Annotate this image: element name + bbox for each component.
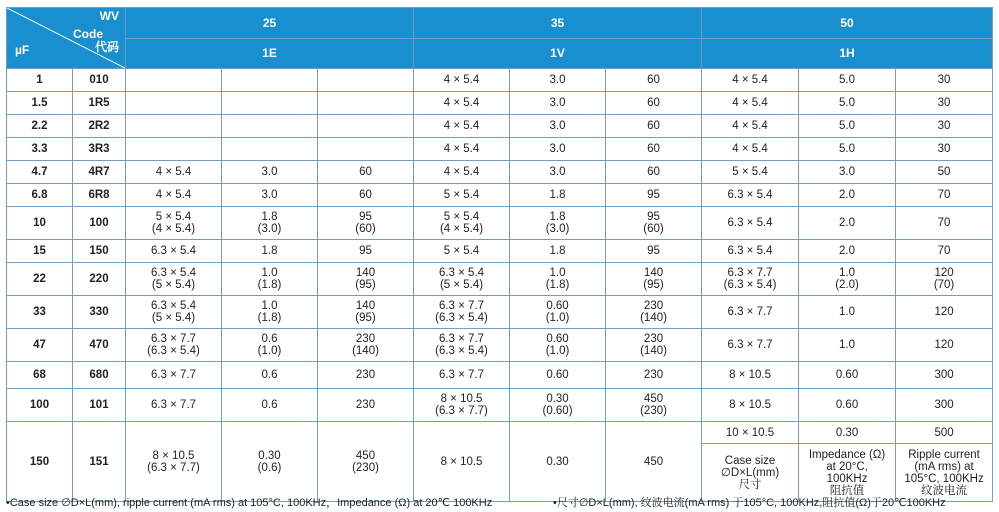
voltage-code-1h: 1H <box>702 38 993 69</box>
case-size-cell: 5 × 5.4 (4 × 5.4) <box>414 207 510 240</box>
impedance-cell: 0.60 (1.0) <box>510 329 606 362</box>
table-row <box>7 263 993 296</box>
code-cell: 100 <box>73 207 126 240</box>
voltage-25-header: 25 <box>126 8 414 39</box>
ripple-cell: 500 <box>896 422 993 444</box>
case-size-cell: 6.3 × 5.4 (5 × 5.4) <box>126 296 222 329</box>
table-row <box>7 296 993 329</box>
header-corner <box>7 8 126 69</box>
ripple-cell: 70 <box>896 184 993 207</box>
code-cell: 470 <box>73 329 126 362</box>
voltage-35-header: 35 <box>414 8 702 39</box>
table-row <box>7 161 993 184</box>
voltage-code-1v: 1V <box>414 38 702 69</box>
ripple-cell: 230 (140) <box>318 329 414 362</box>
ripple-cell: 230 (140) <box>606 296 702 329</box>
ripple-cell: 30 <box>896 92 993 115</box>
impedance-cell: 0.30 <box>799 422 896 444</box>
capacitance-cell: 68 <box>7 362 73 389</box>
capacitance-cell: 22 <box>7 263 73 296</box>
table-row <box>7 138 993 161</box>
impedance-cell: 1.8 (3.0) <box>222 207 318 240</box>
case-size-cell: 8 × 10.5 <box>702 389 799 422</box>
impedance-cell: 3.0 <box>510 92 606 115</box>
legend-ripple: Ripple current (mA rms) at 105°C, 100KHz 纹波电流 <box>896 444 993 502</box>
ripple-cell: 95 <box>318 240 414 263</box>
voltage-50-header: 50 <box>702 8 993 39</box>
case-size-cell: 6.3 × 7.7 (6.3 × 5.4) <box>126 329 222 362</box>
case-size-cell <box>126 92 222 115</box>
impedance-cell: 0.30 (0.6) <box>222 422 318 502</box>
legend-case-size: Case size ∅D×L(mm) 尺寸 <box>702 444 799 502</box>
impedance-cell: 1.0 <box>799 329 896 362</box>
ripple-cell: 50 <box>896 161 993 184</box>
case-size-cell: 5 × 5.4 <box>414 240 510 263</box>
ripple-cell: 60 <box>318 161 414 184</box>
ripple-cell <box>318 92 414 115</box>
ripple-cell: 95 <box>606 240 702 263</box>
ripple-cell: 60 <box>318 184 414 207</box>
code-cell: 3R3 <box>73 138 126 161</box>
ripple-cell: 120 <box>896 296 993 329</box>
impedance-cell: 0.6 <box>222 389 318 422</box>
uf-label: µF <box>15 43 30 57</box>
impedance-cell: 5.0 <box>799 115 896 138</box>
case-size-cell: 6.3 × 7.7 (6.3 × 5.4) <box>702 263 799 296</box>
code-cn-label: 代码 <box>94 40 119 54</box>
impedance-cell: 1.8 <box>510 184 606 207</box>
capacitance-cell: 4.7 <box>7 161 73 184</box>
capacitance-cell: 47 <box>7 329 73 362</box>
ripple-cell: 30 <box>896 115 993 138</box>
impedance-cell: 5.0 <box>799 69 896 92</box>
code-cell: 151 <box>73 422 126 502</box>
ripple-cell: 230 <box>606 362 702 389</box>
impedance-cell <box>222 92 318 115</box>
code-cell: 101 <box>73 389 126 422</box>
table-row <box>7 329 993 362</box>
ripple-cell: 60 <box>606 138 702 161</box>
code-cell: 680 <box>73 362 126 389</box>
impedance-cell: 1.0 (1.8) <box>510 263 606 296</box>
ripple-cell: 120 (70) <box>896 263 993 296</box>
case-size-cell: 6.3 × 7.7 (6.3 × 5.4) <box>414 329 510 362</box>
impedance-cell: 1.8 <box>510 240 606 263</box>
case-size-cell: 4 × 5.4 <box>126 161 222 184</box>
ripple-cell: 450 (230) <box>606 389 702 422</box>
case-size-cell: 6.3 × 5.4 <box>702 184 799 207</box>
capacitor-spec-table <box>6 7 993 502</box>
ripple-cell <box>318 138 414 161</box>
code-cell: 1R5 <box>73 92 126 115</box>
impedance-cell: 2.0 <box>799 184 896 207</box>
ripple-cell: 30 <box>896 69 993 92</box>
code-label: Code <box>73 27 103 41</box>
case-size-cell: 4 × 5.4 <box>702 138 799 161</box>
impedance-cell: 3.0 <box>222 184 318 207</box>
impedance-cell: 3.0 <box>222 161 318 184</box>
impedance-cell: 0.60 (1.0) <box>510 296 606 329</box>
capacitance-cell: 33 <box>7 296 73 329</box>
code-cell: 4R7 <box>73 161 126 184</box>
case-size-cell: 4 × 5.4 <box>702 115 799 138</box>
capacitance-cell: 10 <box>7 207 73 240</box>
ripple-cell: 70 <box>896 207 993 240</box>
impedance-cell: 0.60 <box>799 362 896 389</box>
legend-impedance: Impedance (Ω) at 20°C, 100KHz 阻抗值 <box>799 444 896 502</box>
impedance-cell: 1.0 (1.8) <box>222 296 318 329</box>
impedance-cell <box>222 69 318 92</box>
impedance-cell: 5.0 <box>799 92 896 115</box>
ripple-cell: 70 <box>896 240 993 263</box>
table-row <box>7 422 993 444</box>
ripple-cell: 60 <box>606 161 702 184</box>
table-body <box>7 69 993 502</box>
code-cell: 2R2 <box>73 115 126 138</box>
case-size-cell: 6.3 × 5.4 <box>702 240 799 263</box>
code-cell: 220 <box>73 263 126 296</box>
table-row <box>7 240 993 263</box>
impedance-cell: 3.0 <box>510 138 606 161</box>
case-size-cell: 4 × 5.4 <box>414 92 510 115</box>
impedance-cell: 1.8 <box>222 240 318 263</box>
note-english: •Case size ∅D×L(mm), ripple current (mA rms) at 105°C, 100KHz，Impedance (Ω) at 20℃ 100KHz <box>6 497 493 509</box>
impedance-cell: 1.0 (1.8) <box>222 263 318 296</box>
ripple-cell <box>318 69 414 92</box>
case-size-cell: 6.3 × 5.4 <box>126 240 222 263</box>
ripple-cell: 450 <box>606 422 702 502</box>
impedance-cell: 1.0 (2.0) <box>799 263 896 296</box>
case-size-cell: 4 × 5.4 <box>414 115 510 138</box>
impedance-cell: 2.0 <box>799 240 896 263</box>
table-row <box>7 207 993 240</box>
table-row <box>7 362 993 389</box>
table-row <box>7 69 993 92</box>
impedance-cell <box>222 115 318 138</box>
ripple-cell: 30 <box>896 138 993 161</box>
table-row <box>7 92 993 115</box>
capacitance-cell: 6.8 <box>7 184 73 207</box>
case-size-cell: 4 × 5.4 <box>414 69 510 92</box>
capacitance-cell: 15 <box>7 240 73 263</box>
impedance-cell: 0.6 <box>222 362 318 389</box>
ripple-cell: 60 <box>606 69 702 92</box>
capacitance-cell: 3.3 <box>7 138 73 161</box>
ripple-cell: 140 (95) <box>318 296 414 329</box>
case-size-cell: 6.3 × 7.7 <box>126 362 222 389</box>
code-cell: 330 <box>73 296 126 329</box>
table-row <box>7 115 993 138</box>
ripple-cell: 230 <box>318 362 414 389</box>
impedance-cell: 1.8 (3.0) <box>510 207 606 240</box>
table-row <box>7 389 993 422</box>
case-size-cell <box>126 115 222 138</box>
capacitance-cell: 100 <box>7 389 73 422</box>
impedance-cell: 0.6 (1.0) <box>222 329 318 362</box>
case-size-cell: 4 × 5.4 <box>414 138 510 161</box>
case-size-cell: 5 × 5.4 <box>414 184 510 207</box>
ripple-cell: 60 <box>606 92 702 115</box>
case-size-cell: 6.3 × 7.7 <box>702 329 799 362</box>
case-size-cell: 6.3 × 7.7 <box>126 389 222 422</box>
case-size-cell: 4 × 5.4 <box>702 92 799 115</box>
ripple-cell: 300 <box>896 362 993 389</box>
impedance-cell: 5.0 <box>799 138 896 161</box>
ripple-cell: 120 <box>896 329 993 362</box>
impedance-cell: 3.0 <box>799 161 896 184</box>
case-size-cell: 6.3 × 7.7 <box>702 296 799 329</box>
impedance-cell: 3.0 <box>510 69 606 92</box>
note-chinese: •尺寸∅D×L(mm), 纹波电流(mA rms) 于105°C, 100KHz,阻抗值(Ω)于20℃100KHz <box>553 497 946 509</box>
impedance-cell: 1.0 <box>799 296 896 329</box>
case-size-cell: 6.3 × 5.4 <box>702 207 799 240</box>
impedance-cell: 0.30 <box>510 422 606 502</box>
case-size-cell <box>126 138 222 161</box>
impedance-cell: 0.60 <box>799 389 896 422</box>
case-size-cell: 4 × 5.4 <box>702 69 799 92</box>
impedance-cell <box>222 138 318 161</box>
case-size-cell: 8 × 10.5 <box>702 362 799 389</box>
table-row <box>7 184 993 207</box>
code-cell: 010 <box>73 69 126 92</box>
ripple-cell: 95 (60) <box>318 207 414 240</box>
capacitance-cell: 150 <box>7 422 73 502</box>
voltage-code-1e: 1E <box>126 38 414 69</box>
case-size-cell: 6.3 × 5.4 (5 × 5.4) <box>126 263 222 296</box>
case-size-cell: 6.3 × 5.4 (5 × 5.4) <box>414 263 510 296</box>
impedance-cell: 2.0 <box>799 207 896 240</box>
ripple-cell <box>318 115 414 138</box>
case-size-cell: 8 × 10.5 <box>414 422 510 502</box>
case-size-cell: 6.3 × 7.7 (6.3 × 5.4) <box>414 296 510 329</box>
capacitance-cell: 1 <box>7 69 73 92</box>
case-size-cell: 5 × 5.4 <box>702 161 799 184</box>
case-size-cell: 4 × 5.4 <box>414 161 510 184</box>
capacitance-cell: 1.5 <box>7 92 73 115</box>
wv-label: WV <box>99 9 119 23</box>
ripple-cell: 140 (95) <box>318 263 414 296</box>
ripple-cell: 140 (95) <box>606 263 702 296</box>
code-cell: 6R8 <box>73 184 126 207</box>
impedance-cell: 0.30 (0.60) <box>510 389 606 422</box>
ripple-cell: 450 (230) <box>318 422 414 502</box>
ripple-cell: 95 <box>606 184 702 207</box>
case-size-cell: 5 × 5.4 (4 × 5.4) <box>126 207 222 240</box>
capacitance-cell: 2.2 <box>7 115 73 138</box>
impedance-cell: 3.0 <box>510 161 606 184</box>
impedance-cell: 3.0 <box>510 115 606 138</box>
ripple-cell: 230 (140) <box>606 329 702 362</box>
code-cell: 150 <box>73 240 126 263</box>
case-size-cell: 6.3 × 7.7 <box>414 362 510 389</box>
case-size-cell: 10 × 10.5 <box>702 422 799 444</box>
impedance-cell: 0.60 <box>510 362 606 389</box>
ripple-cell: 95 (60) <box>606 207 702 240</box>
ripple-cell: 60 <box>606 115 702 138</box>
case-size-cell <box>126 69 222 92</box>
case-size-cell: 4 × 5.4 <box>126 184 222 207</box>
ripple-cell: 300 <box>896 389 993 422</box>
case-size-cell: 8 × 10.5 (6.3 × 7.7) <box>126 422 222 502</box>
ripple-cell: 230 <box>318 389 414 422</box>
case-size-cell: 8 × 10.5 (6.3 × 7.7) <box>414 389 510 422</box>
